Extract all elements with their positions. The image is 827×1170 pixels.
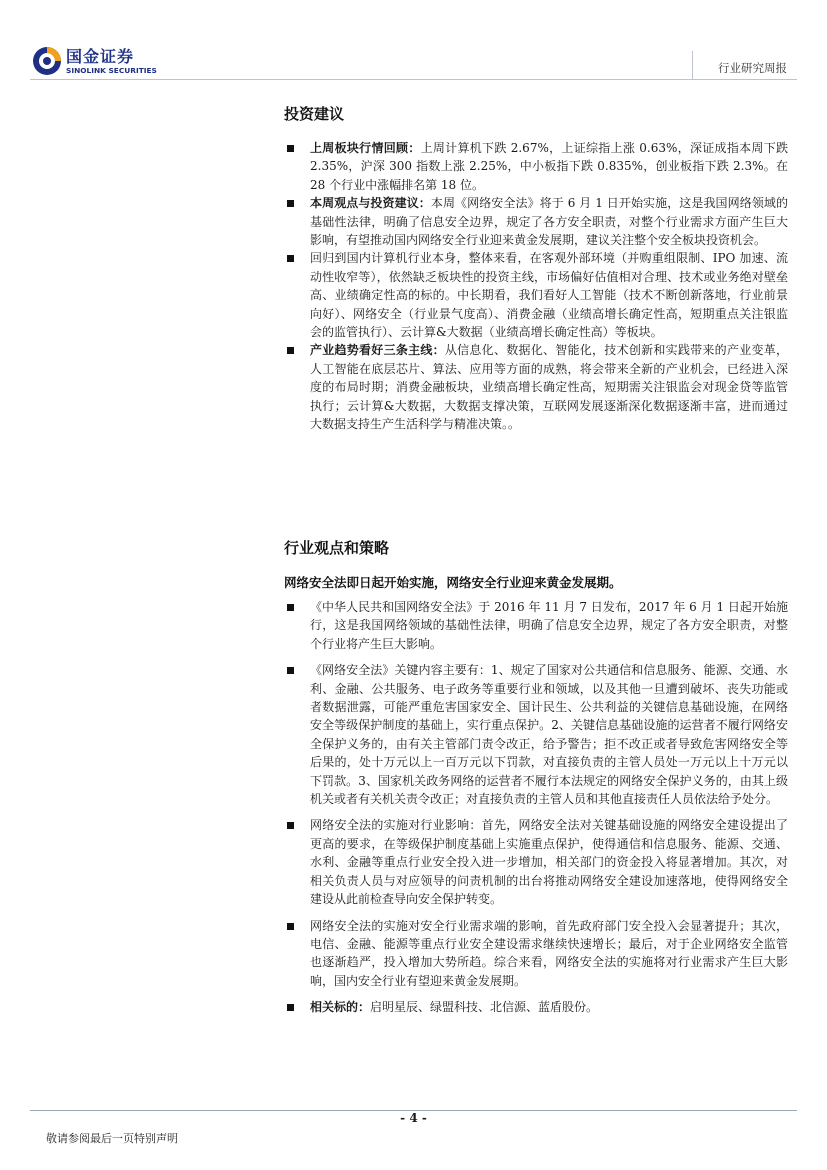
item-text: 从信息化、数据化、智能化，技术创新和实践带来的产业变革，人工智能在底层芯片、算法、应用等方面的成熟，将会带来全新的产业机会，已经进入深度的布局时期；消费金融板块，业绩高增长确定性高，短期需关注银监会对现金贷等监管执行；云计算&大数据，大数据支撑决策，互联网发展逐渐深化数据逐渐丰富，进而通过大数据支持生产生活科学与精准决策。。 — [310, 343, 788, 432]
bullet-square-icon — [287, 1004, 294, 1011]
industry-bullet-list — [284, 598, 788, 1017]
item-text: 网络安全法的实施对安全行业需求端的影响，首先政府部门安全投入会显著提升；其次，电信、金融、能源等重点行业安全建设需求继续快速增长；最后，对于企业网络安全监管也逐渐趋严，投入增加大势所趋。综合来看，网络安全法的实施将对行业需求产生巨大影响，国内安全行业有望迎来黄金发展期。 — [310, 918, 788, 988]
list-item — [284, 249, 788, 341]
item-text: 《网络安全法》关键内容主要有：1、规定了国家对公共通信和信息服务、能源、交通、水利、金融、公共服务、电子政务等重要行业和领域，以及其他一旦遭到破坏、丧失功能或者数据泄露，可能严重危害国家安全、国计民生、公共利益的关键信息基础设施，在网络安全等级保护制度的基础上，实行重点保护。2、关键信息基础设施的运营者不履行网络安全保护义务的，由有关主管部门责令改正，给予警告；拒不改正或者导致危害网络安全等后果的，处十万元以上一百万元以下罚款，对直接负责的主管人员处一万元以上十万元以下罚款。3、国家机关政务网络的运营者不履行本法规定的网络安全保护义务的，由其上级机关或者有关机关责令改正；对直接负责的主管人员和其他直接责任人员依法给予处分。 — [310, 663, 788, 807]
list-item — [284, 998, 788, 1016]
item-text: 《中华人民共和国网络安全法》于 2016 年 11 月 7 日发布，2017 年 6 月 1 日起开始施行，这是我国网络领域的基础性法律，明确了信息安全边界，规定了各方安全职责，对整个行业将产生巨大影响。 — [310, 600, 788, 651]
list-item — [284, 139, 788, 194]
footer-disclaimer: 敬请参阅最后一页特别声明 — [46, 1132, 178, 1145]
list-item — [284, 341, 788, 433]
bullet-square-icon — [287, 347, 294, 354]
item-lead: 上周板块行情回顾： — [310, 141, 421, 155]
item-text: 本周《网络安全法》将于 6 月 1 日开始实施，这是我国网络领域的基础性法律，明确了信息安全边界，规定了各方安全职责，对整个行业需求方面产生巨大影响，有望推动国内网络安全行业迎来黄金发展期，建议关注整个安全板块投资机会。 — [310, 196, 788, 248]
sinolink-logo-icon — [32, 46, 62, 76]
header-rule — [30, 79, 797, 80]
bullet-square-icon — [287, 604, 294, 611]
investment-bullet-list — [284, 139, 788, 434]
section-title-investment: 投资建议 — [284, 105, 345, 123]
item-text: 上周计算机下跌 2.67%，上证综指上涨 0.63%，深证成指本周下跌 2.35%，沪深 300 指数上涨 2.25%，中小板指下跌 0.835%，创业板指下跌 2.3%。在 28 个行业中涨幅排名第 18 位。 — [310, 141, 788, 192]
brand-name-cn: 国金证券 — [66, 47, 135, 66]
report-type: 行业研究周报 — [718, 61, 787, 75]
list-item — [284, 598, 788, 653]
section-title-industry: 行业观点和策略 — [284, 539, 390, 557]
item-lead: 产业趋势看好三条主线： — [310, 343, 445, 358]
bullet-square-icon — [287, 200, 294, 207]
bullet-square-icon — [287, 145, 294, 152]
item-text: 启明星辰、绿盟科技、北信源、蓝盾股份。 — [370, 1000, 599, 1015]
list-item — [284, 816, 788, 908]
item-lead: 相关标的： — [310, 1000, 371, 1015]
bullet-square-icon — [287, 255, 294, 262]
bullet-square-icon — [287, 667, 294, 674]
page-number: - 4 - — [400, 1111, 427, 1125]
item-text: 网络安全法的实施对行业影响：首先，网络安全法对关键基础设施的网络安全建设提出了更高的要求，在等级保护制度基础上实施重点保护，使得通信和信息服务、能源、交通、水利、金融等重点行业安全投入进一步增加，相关部门的资金投入将显著增加。其次，对相关负责人员与对应领导的问责机制的出台将推动网络安全建设加速落地，使得网络安全建设从此前检查导向安全保护转变。 — [310, 818, 788, 907]
industry-headline: 网络安全法即日起开始实施，网络安全行业迎来黄金发展期。 — [284, 575, 622, 590]
bullet-square-icon — [287, 822, 294, 829]
list-item — [284, 194, 788, 249]
list-item — [284, 917, 788, 991]
header-divider — [692, 51, 693, 79]
list-item — [284, 661, 788, 808]
item-lead: 本周观点与投资建议： — [310, 196, 431, 211]
brand-name-en: SINOLINK SECURITIES — [66, 66, 157, 75]
item-text: 回归到国内计算机行业本身，整体来看，在客观外部环境（并购重组限制、IPO 加速、流动性收窄等），依然缺乏板块性的投资主线，市场偏好估值相对合理、技术或业务绝对壁垒高、业绩确定性高的标的。中长期看，我们看好人工智能（技术不断创新落地，行业前景向好）、网络安全（行业景气度高）、消费金融（业绩高增长确定性高，短期重点关注银监会的监管执行）、云计算&大数据（业绩高增长确定性高）等板块。 — [310, 251, 788, 340]
bullet-square-icon — [287, 923, 294, 930]
company-logo — [32, 44, 182, 84]
